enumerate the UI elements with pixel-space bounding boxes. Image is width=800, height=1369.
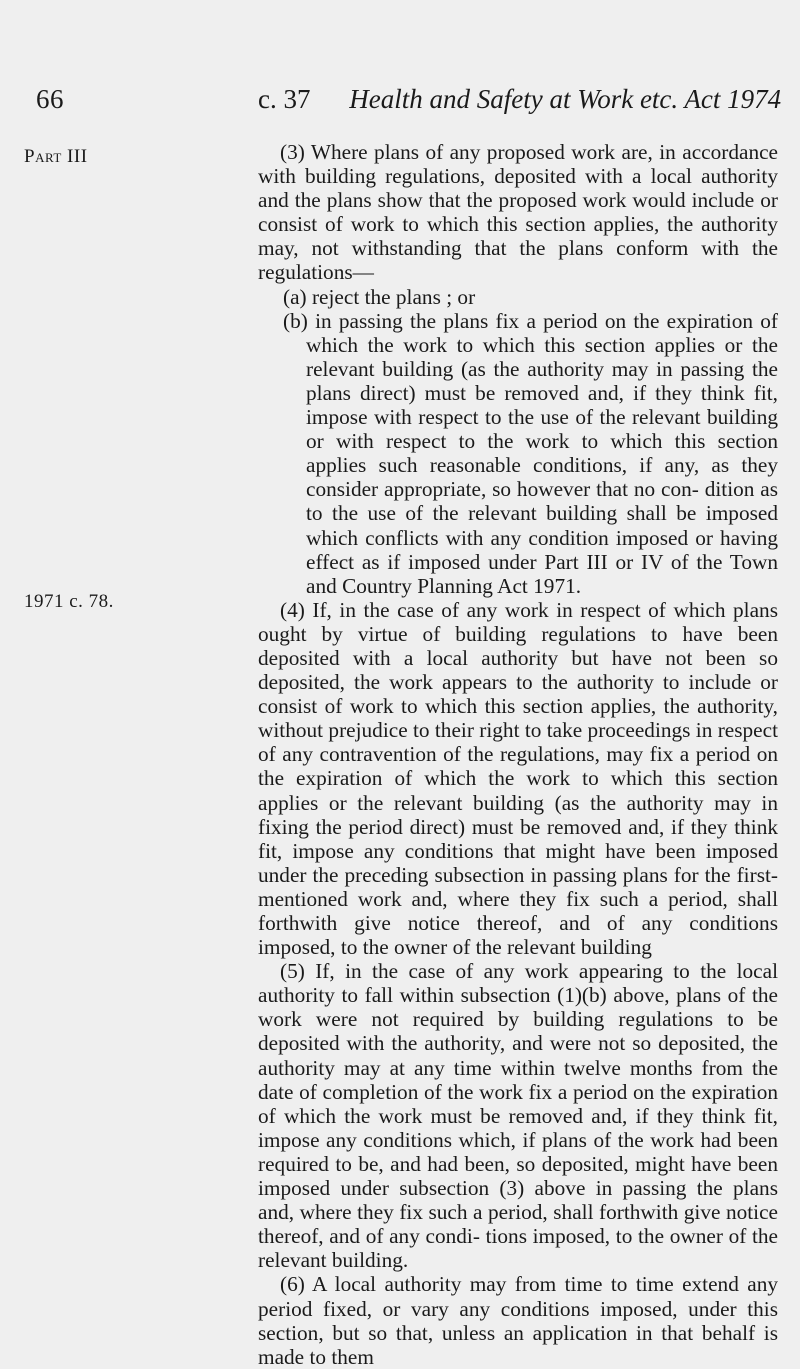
subsection-3-item-b: (b) in passing the plans fix a period on the expiration of which the work to which this section applies or the relevant building (as the authority may in passing the plans direct) must be removed and, if they think fit, impose with respect to the use of the relevant building or with respect to the work to which this section applies such reasonable conditions, if any, as they consider appropriate, so however that no con- dition as to the use of the relevant building shall be imposed which conflicts with any condition imposed or having effect as if imposed under Part III or IV of the Town and Country Planning Act 1971. bbox=[283, 308, 778, 598]
act-title: Health and Safety at Work etc. Act 1974 bbox=[349, 84, 782, 114]
subsection-5: (5) If, in the case of any work appearing to the local authority to fall within subsection (1)(b) above, plans of the work were not required by building regulations to be deposited with the authority, and were not so deposited, the authority may at any time within twelve months from the date of completion of the work fix a period on the expiration of which the work must be removed and, if they think fit, impose any conditions which, if plans of the work had been required to be, and had been, so deposited, might have been imposed under subsection (3) above in passing the plans and, where they fix such a period, shall forthwith give notice thereof, and of any condi- tions imposed, to the owner of the relevant building. bbox=[258, 959, 778, 1273]
margin-act-citation: 1971 c. 78. bbox=[24, 591, 114, 612]
margin-part-label: Part III bbox=[24, 146, 88, 167]
subsection-6: (6) A local authority may from time to time extend any period fixed, or vary any conditions imposed, under this section, but so that, unless an application in that behalf is made to them bbox=[258, 1272, 778, 1369]
subsection-3-intro: (3) Where plans of any proposed work are, in accordance with building regulations, deposited with a local authority and the plans show that the proposed work would include or consist of work to which this section applies, the authority may, not withstanding that the plans conform with the regulations— bbox=[258, 140, 778, 285]
running-head bbox=[258, 84, 781, 115]
subsection-4: (4) If, in the case of any work in respect of which plans ought by virtue of building regulations to have been deposited with a local authority but have not been so deposited, the work appears to the authority to include or consist of work to which this section applies, the authority, without prejudice to their right to take proceedings in respect of any contravention of the regulations, may fix a period on the expiration of which the work to which this section applies or the relevant building (as the authority may in fixing the period direct) must be removed and, if they think fit, impose any conditions that might have been imposed under the preceding subsection in passing plans for the first-mentioned work and, where they fix such a period, shall forthwith give notice thereof, and of any conditions imposed, to the owner of the relevant building bbox=[258, 597, 778, 960]
section-body bbox=[258, 140, 778, 1369]
chapter-reference: c. 37 bbox=[258, 84, 311, 114]
page-number: 66 bbox=[36, 84, 64, 114]
subsection-3-item-a: (a) reject the plans ; or bbox=[283, 284, 476, 309]
